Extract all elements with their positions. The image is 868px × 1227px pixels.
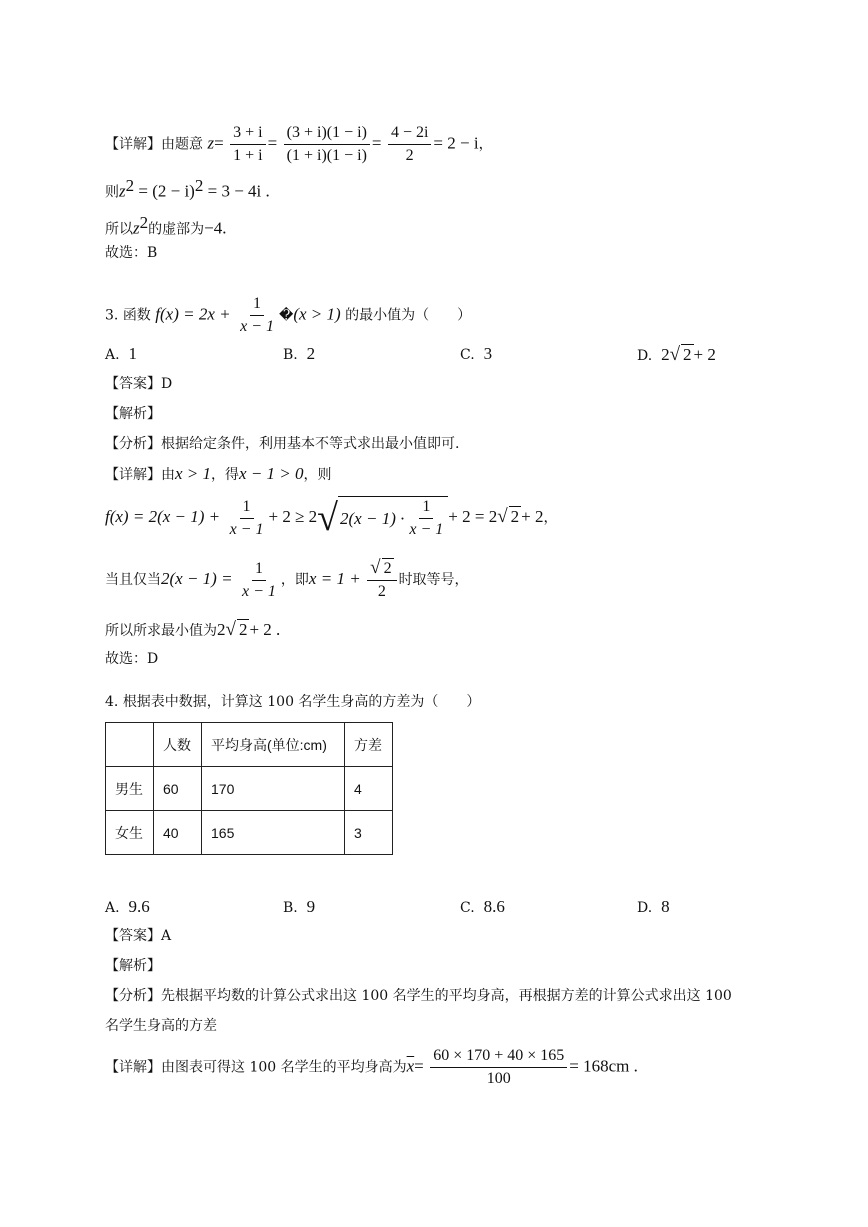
table-header: 方差	[345, 723, 393, 767]
table-cell: 170	[202, 767, 345, 811]
q3-analysis: 【解析】	[105, 406, 161, 422]
fraction: $\frac{60 \times 170 + 40 \times 165}{100}$	[430, 1046, 567, 1089]
option-label: D.	[637, 348, 653, 364]
fraction: $\frac{√ 2}{2}$	[367, 558, 396, 602]
radicand: 2	[383, 560, 392, 577]
radicand: 2	[510, 507, 520, 526]
expr: 2(x − 1) ·	[340, 508, 405, 528]
expr: + 2	[521, 507, 544, 526]
radicand	[338, 496, 448, 540]
expr: x > 1	[175, 464, 212, 483]
q4-answer: 【答案】A	[105, 928, 172, 944]
q3-option-c	[460, 344, 492, 365]
text: 时取等号，	[398, 572, 469, 588]
text: 所以所求最小值为	[105, 623, 217, 639]
q3-choose: 故选：D	[105, 651, 159, 667]
q3-answer: 【答案】D	[105, 376, 173, 392]
option-value: 1	[128, 344, 137, 363]
q3-option-d	[637, 344, 716, 366]
radical-sign: √	[497, 506, 508, 527]
option-label: B.	[283, 900, 298, 916]
big-radical	[317, 496, 448, 540]
comma: ，	[543, 510, 558, 526]
q4-option-d	[637, 897, 670, 918]
expr: + 2 = 2	[448, 507, 498, 526]
text: 【详解】由图表可得这 100 名学生的平均身高为	[105, 1059, 407, 1076]
option-label: B.	[283, 347, 298, 363]
result: = 168cm .	[569, 1056, 638, 1076]
equals: =	[414, 1056, 424, 1076]
text: ，得	[211, 467, 240, 483]
text: 当且仅当	[105, 572, 161, 588]
q3-detail-line1	[105, 464, 332, 485]
q4-detail	[105, 1046, 638, 1089]
value: −4	[204, 218, 223, 238]
expr: 2(x − 1) =	[161, 569, 233, 588]
fraction-1: $\frac{3 + i}{1 + i}$	[230, 123, 265, 166]
radical-sign: √	[370, 557, 381, 578]
equals: =	[214, 133, 224, 153]
radical-sign: √	[225, 619, 236, 640]
q4-option-b	[283, 897, 315, 918]
exponent: 2	[125, 176, 135, 195]
table-cell: 60	[154, 767, 202, 811]
text: ，则	[303, 467, 332, 483]
option-value: 9.6	[128, 897, 150, 916]
q3-option-b	[283, 344, 315, 365]
q3-inequality	[105, 496, 557, 540]
expr: = 3 − 4i .	[203, 181, 270, 201]
fraction: $\frac{1}{x - 1}$	[240, 295, 274, 335]
table-cell: 女生	[106, 811, 154, 855]
option-value: 2	[661, 345, 670, 364]
q4-option-a	[105, 897, 150, 918]
text: 所以	[105, 221, 133, 238]
fraction-2: $\frac{(3 + i)(1 - i)}{(1 + i)(1 - i)}$	[284, 123, 370, 166]
exponent: 2	[194, 176, 204, 195]
q2-detail-line1	[105, 123, 493, 166]
detail-tag: 【详解】	[105, 136, 161, 153]
garbled-char: �	[278, 307, 294, 324]
q3-fenxi: 【分析】根据给定条件，利用基本不等式求出最小值即可.	[105, 436, 460, 452]
q4-stem	[105, 692, 480, 712]
expr: = (2 − i)	[134, 181, 195, 201]
option-label: D.	[637, 900, 653, 916]
equals: =	[267, 133, 278, 153]
q4-analysis: 【解析】	[105, 958, 161, 974]
fraction: $\frac{1}{x - 1}$	[242, 559, 276, 600]
detail-tag: 【详解】	[105, 467, 161, 483]
q2-detail-line3	[105, 213, 226, 240]
result: = 2 − i	[433, 133, 479, 153]
option-label: C.	[460, 900, 475, 916]
option-value: + 2	[693, 345, 716, 364]
fraction: $\frac{1}{x - 1}$	[229, 497, 264, 538]
option-value: 8	[661, 897, 670, 916]
option-value: 8.6	[483, 897, 505, 916]
q3-stem	[105, 294, 471, 337]
table-row	[106, 811, 393, 855]
q4-fenxi-line1: 【分析】先根据平均数的计算公式求出这 100 名学生的平均身高，再根据方差的计算公式求出这 100	[105, 988, 732, 1004]
text: 则	[105, 184, 119, 201]
detail-lead: 由题意	[161, 136, 203, 153]
q2-detail-line2	[105, 176, 270, 203]
option-label: A.	[105, 347, 120, 363]
option-value: 9	[306, 897, 316, 916]
text: 的最小值为（ ）	[345, 307, 472, 324]
height-table	[105, 722, 393, 855]
text: 由	[161, 467, 175, 483]
equals: =	[371, 133, 382, 153]
exponent: 2	[139, 213, 149, 232]
q2-answer: 故选：B	[105, 245, 158, 261]
q3-equality	[105, 558, 469, 602]
table-cell: 4	[345, 767, 393, 811]
table-cell	[106, 723, 154, 767]
question-number: 3.	[105, 307, 119, 324]
text: 的虚部为	[148, 221, 205, 238]
fraction: $\frac{1}{x - 1}$	[409, 498, 444, 538]
var-z: z	[133, 218, 140, 238]
table-header: 平均身高(单位:cm)	[202, 723, 345, 767]
expr: x − 1 > 0	[239, 464, 304, 483]
table-cell: 3	[345, 811, 393, 855]
table-cell: 男生	[106, 767, 154, 811]
radicand: 2	[683, 345, 692, 364]
radical-sign: √	[669, 344, 681, 365]
table-header: 人数	[154, 723, 202, 767]
var-z: z	[207, 133, 215, 153]
fraction-3: $\frac{4 - 2i}{2}$	[388, 123, 431, 166]
expr: + 2 ≥ 2	[268, 507, 318, 526]
q4-fenxi-line2: 名学生身高的方差	[105, 1018, 217, 1034]
radical-sign: √	[317, 497, 339, 539]
comma: ，	[478, 136, 493, 153]
condition: (x > 1)	[293, 304, 341, 324]
radicand: 2	[238, 620, 248, 639]
expr: + 2 .	[249, 620, 281, 639]
xbar: $\overline{x}$	[406, 1056, 415, 1076]
question-number: 4.	[105, 694, 119, 710]
text: ，即	[280, 572, 309, 588]
table-cell: 165	[202, 811, 345, 855]
text: 根据表中数据，计算这 100 名学生身高的方差为（ ）	[122, 694, 481, 710]
expr: x = 1 +	[308, 569, 361, 588]
q3-min-value	[105, 619, 280, 641]
expr: f(x) = 2(x − 1) +	[105, 507, 221, 526]
period: .	[222, 218, 227, 238]
option-value: 3	[483, 344, 493, 363]
option-label: A.	[105, 900, 120, 916]
expr: 2	[217, 620, 226, 639]
table-cell: 40	[154, 811, 202, 855]
q3-option-a	[105, 344, 137, 365]
table-row	[106, 723, 393, 767]
q4-option-c	[460, 897, 505, 918]
function-expr: f(x) = 2x +	[155, 304, 231, 324]
option-label: C.	[460, 347, 475, 363]
option-value: 2	[306, 344, 316, 363]
table-row	[106, 767, 393, 811]
var-z: z	[119, 181, 126, 201]
text: 函数	[122, 307, 151, 324]
